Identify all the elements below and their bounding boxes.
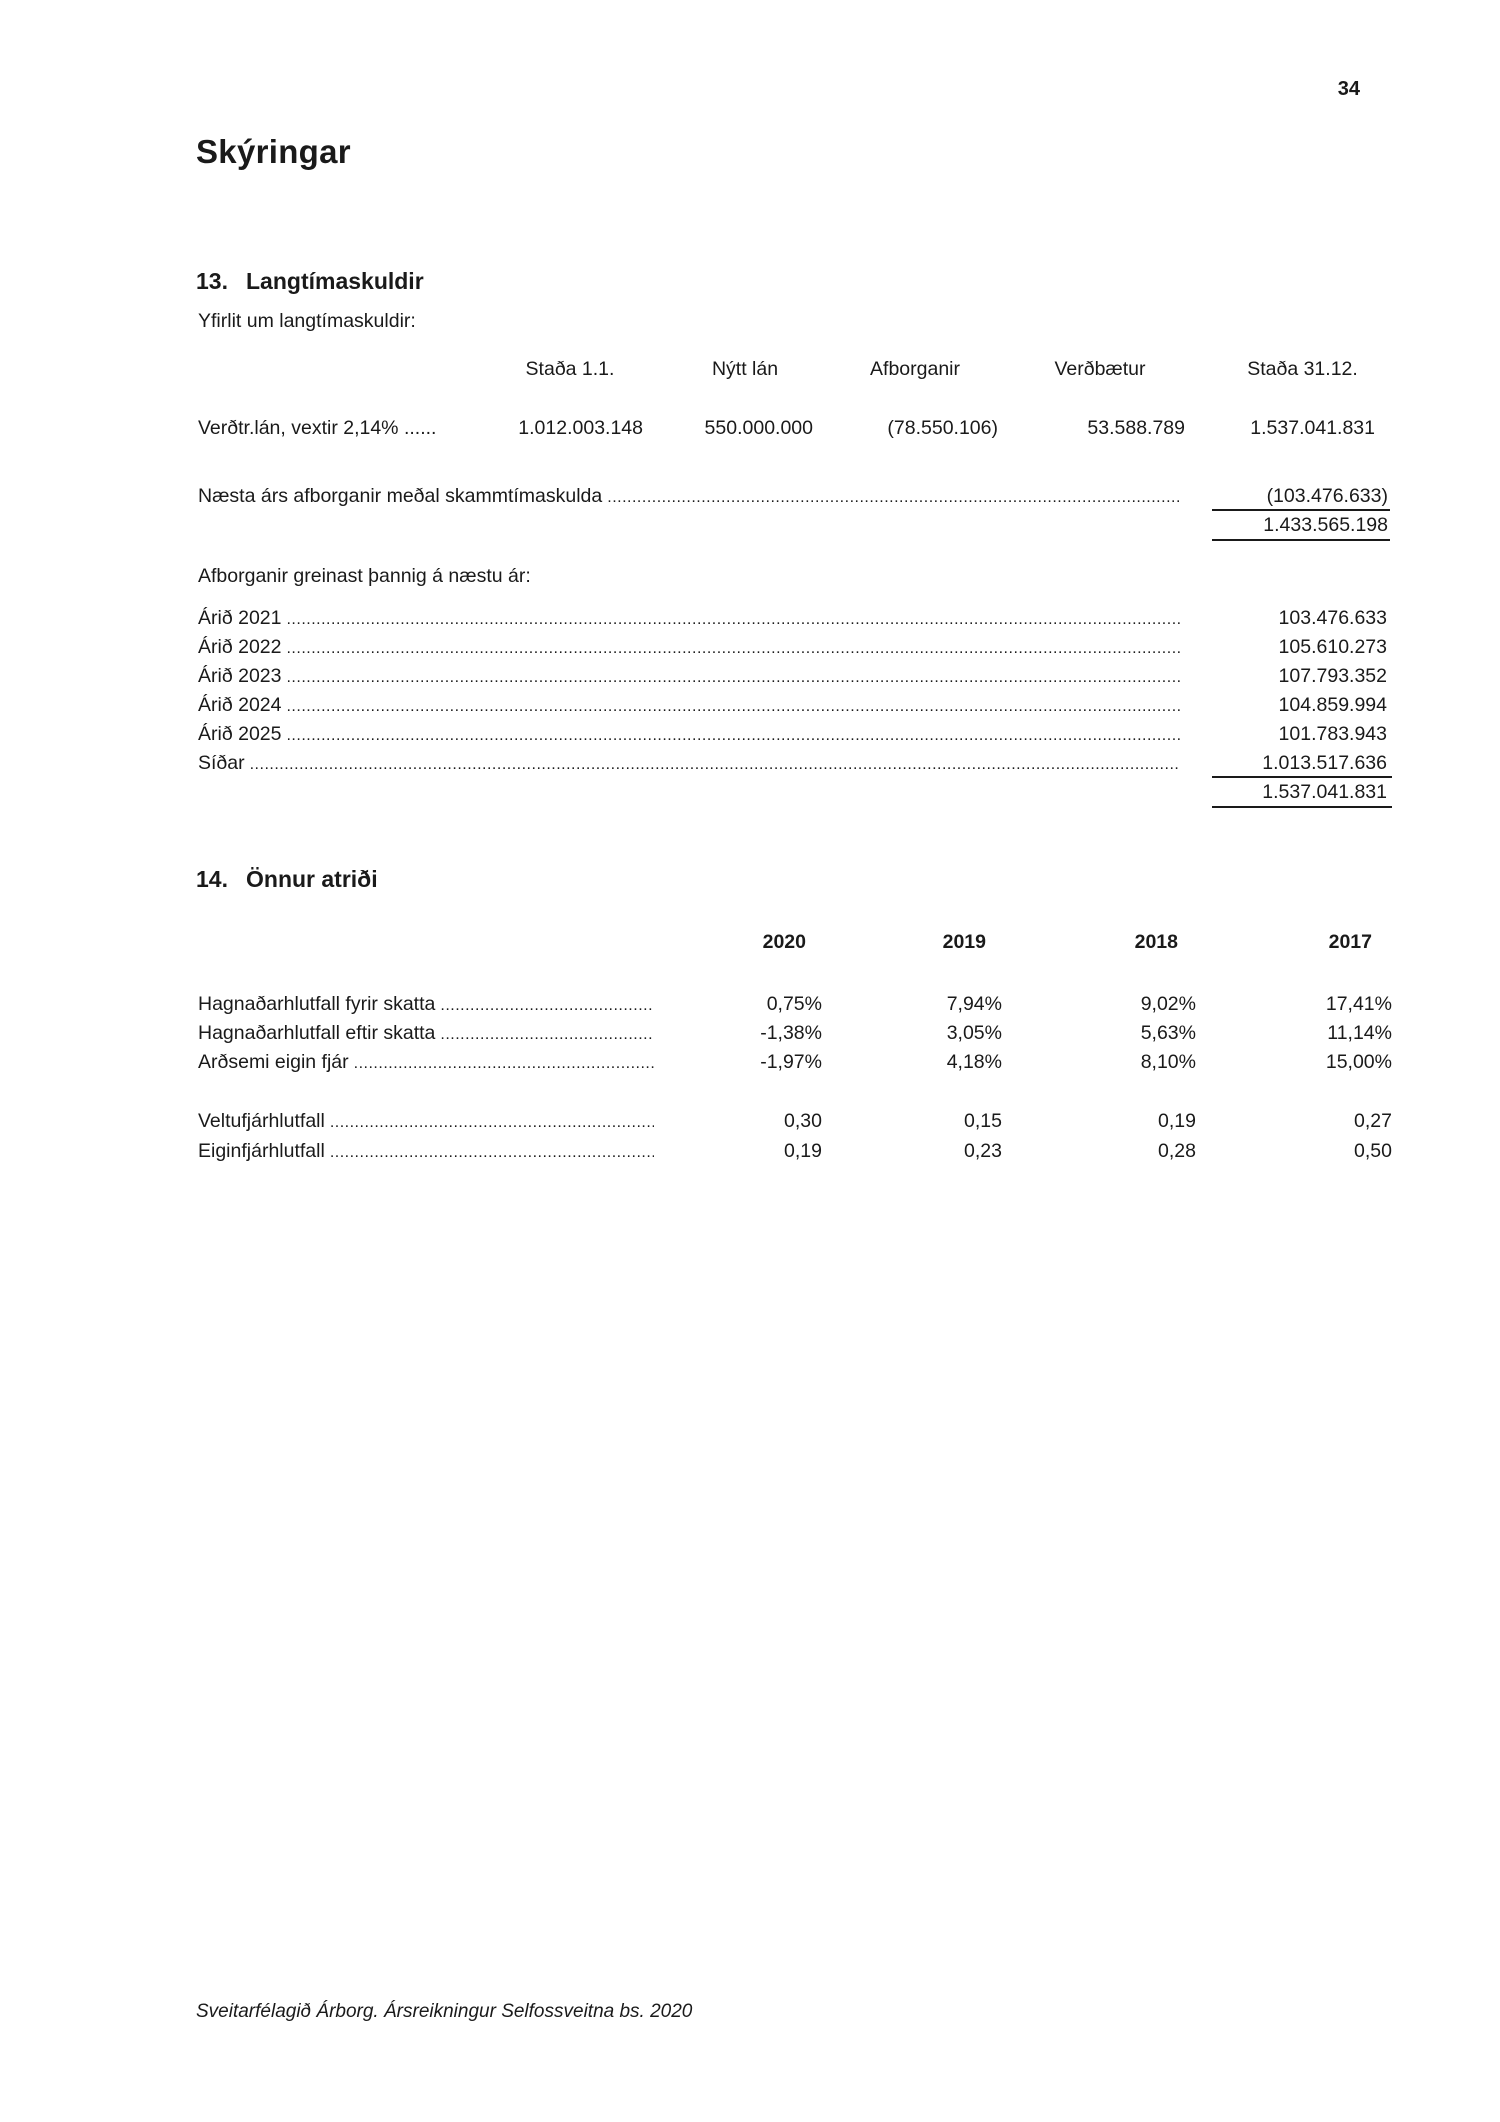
loan-repayment-value: (78.550.106) [887, 417, 998, 439]
ratio-value: 0,27 [1354, 1110, 1392, 1132]
ratio-value: 7,94% [946, 993, 1002, 1015]
underline-rule [1212, 539, 1390, 541]
underline-rule [1212, 509, 1390, 511]
schedule-row-value: 103.476.633 [1278, 607, 1387, 629]
year-header-2018: 2018 [1134, 931, 1178, 953]
ratio-row-label: Veltufjárhlutfall [198, 1110, 325, 1132]
page-title: Skýringar [196, 133, 351, 170]
ratio-row-label: Hagnaðarhlutfall eftir skatta [198, 1022, 436, 1044]
leader-dots [440, 994, 654, 1018]
ratio-row [198, 1050, 654, 1076]
col-header-repayments: Afborganir [870, 358, 960, 380]
net-total-value: 1.433.565.198 [1263, 514, 1388, 536]
year-header-2020: 2020 [762, 931, 806, 953]
ratio-row [198, 1021, 654, 1047]
leader-dots [286, 637, 1180, 661]
ratio-value: 9,02% [1140, 993, 1196, 1015]
overview-label: Yfirlit um langtímaskuldir: [198, 310, 416, 332]
schedule-row-label: Árið 2023 [198, 665, 282, 687]
schedule-row-value: 104.859.994 [1278, 694, 1387, 716]
loan-new-value: 550.000.000 [704, 417, 813, 439]
schedule-row [198, 722, 1180, 748]
loan-indexation-value: 53.588.789 [1087, 417, 1185, 439]
schedule-row-label: Árið 2021 [198, 607, 282, 629]
ratio-value: 0,19 [1158, 1110, 1196, 1132]
note-14-title: Önnur atriði [246, 866, 378, 892]
ratio-value: 0,30 [784, 1110, 822, 1132]
ratio-value: 5,63% [1140, 1022, 1196, 1044]
col-header-new-loan: Nýtt lán [711, 358, 779, 380]
page-number: 34 [1337, 78, 1360, 100]
leader-dots [286, 608, 1180, 632]
col-header-indexation: Verðbætur [1054, 358, 1146, 380]
leader-dots [440, 1023, 654, 1047]
ratio-value: 0,75% [766, 993, 822, 1015]
schedule-row-label: Árið 2025 [198, 723, 282, 745]
note-14-number: 14. [196, 866, 228, 892]
leader-dots [286, 695, 1180, 719]
ratio-value: 17,41% [1325, 993, 1392, 1015]
year-header-2019: 2019 [942, 931, 986, 953]
schedule-total-value: 1.537.041.831 [1262, 781, 1387, 803]
col-header-opening: Staða 1.1. [525, 358, 615, 380]
ratio-value: 3,05% [946, 1022, 1002, 1044]
ratio-value: 15,00% [1325, 1051, 1392, 1073]
schedule-row [198, 635, 1180, 661]
schedule-row-label: Síðar [198, 752, 245, 774]
ratio-row [198, 992, 654, 1018]
leader-dots [354, 1052, 654, 1076]
ratio-value: 0,28 [1158, 1140, 1196, 1162]
schedule-row-value: 105.610.273 [1278, 636, 1387, 658]
leader-dots [250, 753, 1180, 777]
ratio-value: 0,23 [964, 1140, 1002, 1162]
loan-opening-value: 1.012.003.148 [518, 417, 643, 439]
underline-rule [1212, 776, 1392, 778]
loan-row-label: Verðtr.lán, vextir 2,14% ...... [198, 417, 437, 439]
ratio-row [198, 1109, 654, 1135]
ratio-value: 0,15 [964, 1110, 1002, 1132]
note-13-title: Langtímaskuldir [246, 268, 424, 294]
schedule-row-label: Árið 2022 [198, 636, 282, 658]
note-14-heading [196, 866, 378, 893]
ratio-row-label: Arðsemi eigin fjár [198, 1051, 349, 1073]
schedule-row [198, 606, 1180, 632]
ratio-row-label: Hagnaðarhlutfall fyrir skatta [198, 993, 436, 1015]
ratio-value: 8,10% [1140, 1051, 1196, 1073]
leader-dots [286, 666, 1180, 690]
loan-closing-value: 1.537.041.831 [1250, 417, 1375, 439]
schedule-row [198, 693, 1180, 719]
ratio-value: -1,97% [760, 1051, 822, 1073]
ratio-value: -1,38% [760, 1022, 822, 1044]
current-portion-value: (103.476.633) [1266, 485, 1388, 507]
ratio-value: 0,19 [784, 1140, 822, 1162]
year-header-2017: 2017 [1328, 931, 1372, 953]
current-portion-row [198, 484, 1180, 510]
schedule-row-value: 107.793.352 [1278, 665, 1387, 687]
schedule-row-label: Árið 2024 [198, 694, 282, 716]
ratio-value: 11,14% [1327, 1022, 1392, 1044]
current-portion-label: Næsta árs afborganir meðal skammtímaskulda [198, 485, 603, 507]
ratio-value: 0,50 [1354, 1140, 1392, 1162]
leader-dots [330, 1111, 654, 1135]
schedule-row-value: 1.013.517.636 [1262, 752, 1387, 774]
ratio-row [198, 1139, 654, 1165]
page-footer: Sveitarfélagið Árborg. Ársreikningur Selfossveitna bs. 2020 [196, 2001, 693, 2022]
underline-rule [1212, 806, 1392, 808]
ratio-row-label: Eiginfjárhlutfall [198, 1140, 325, 1162]
ratio-value: 4,18% [946, 1051, 1002, 1073]
leader-dots [607, 486, 1180, 510]
note-13-number: 13. [196, 268, 228, 294]
schedule-row-value: 101.783.943 [1278, 723, 1387, 745]
leader-dots [286, 724, 1180, 748]
schedule-label: Afborganir greinast þannig á næstu ár: [198, 565, 531, 587]
schedule-row [198, 751, 1180, 777]
schedule-row [198, 664, 1180, 690]
col-header-closing: Staða 31.12. [1247, 358, 1358, 380]
note-13-heading [196, 268, 424, 295]
leader-dots [330, 1141, 654, 1165]
